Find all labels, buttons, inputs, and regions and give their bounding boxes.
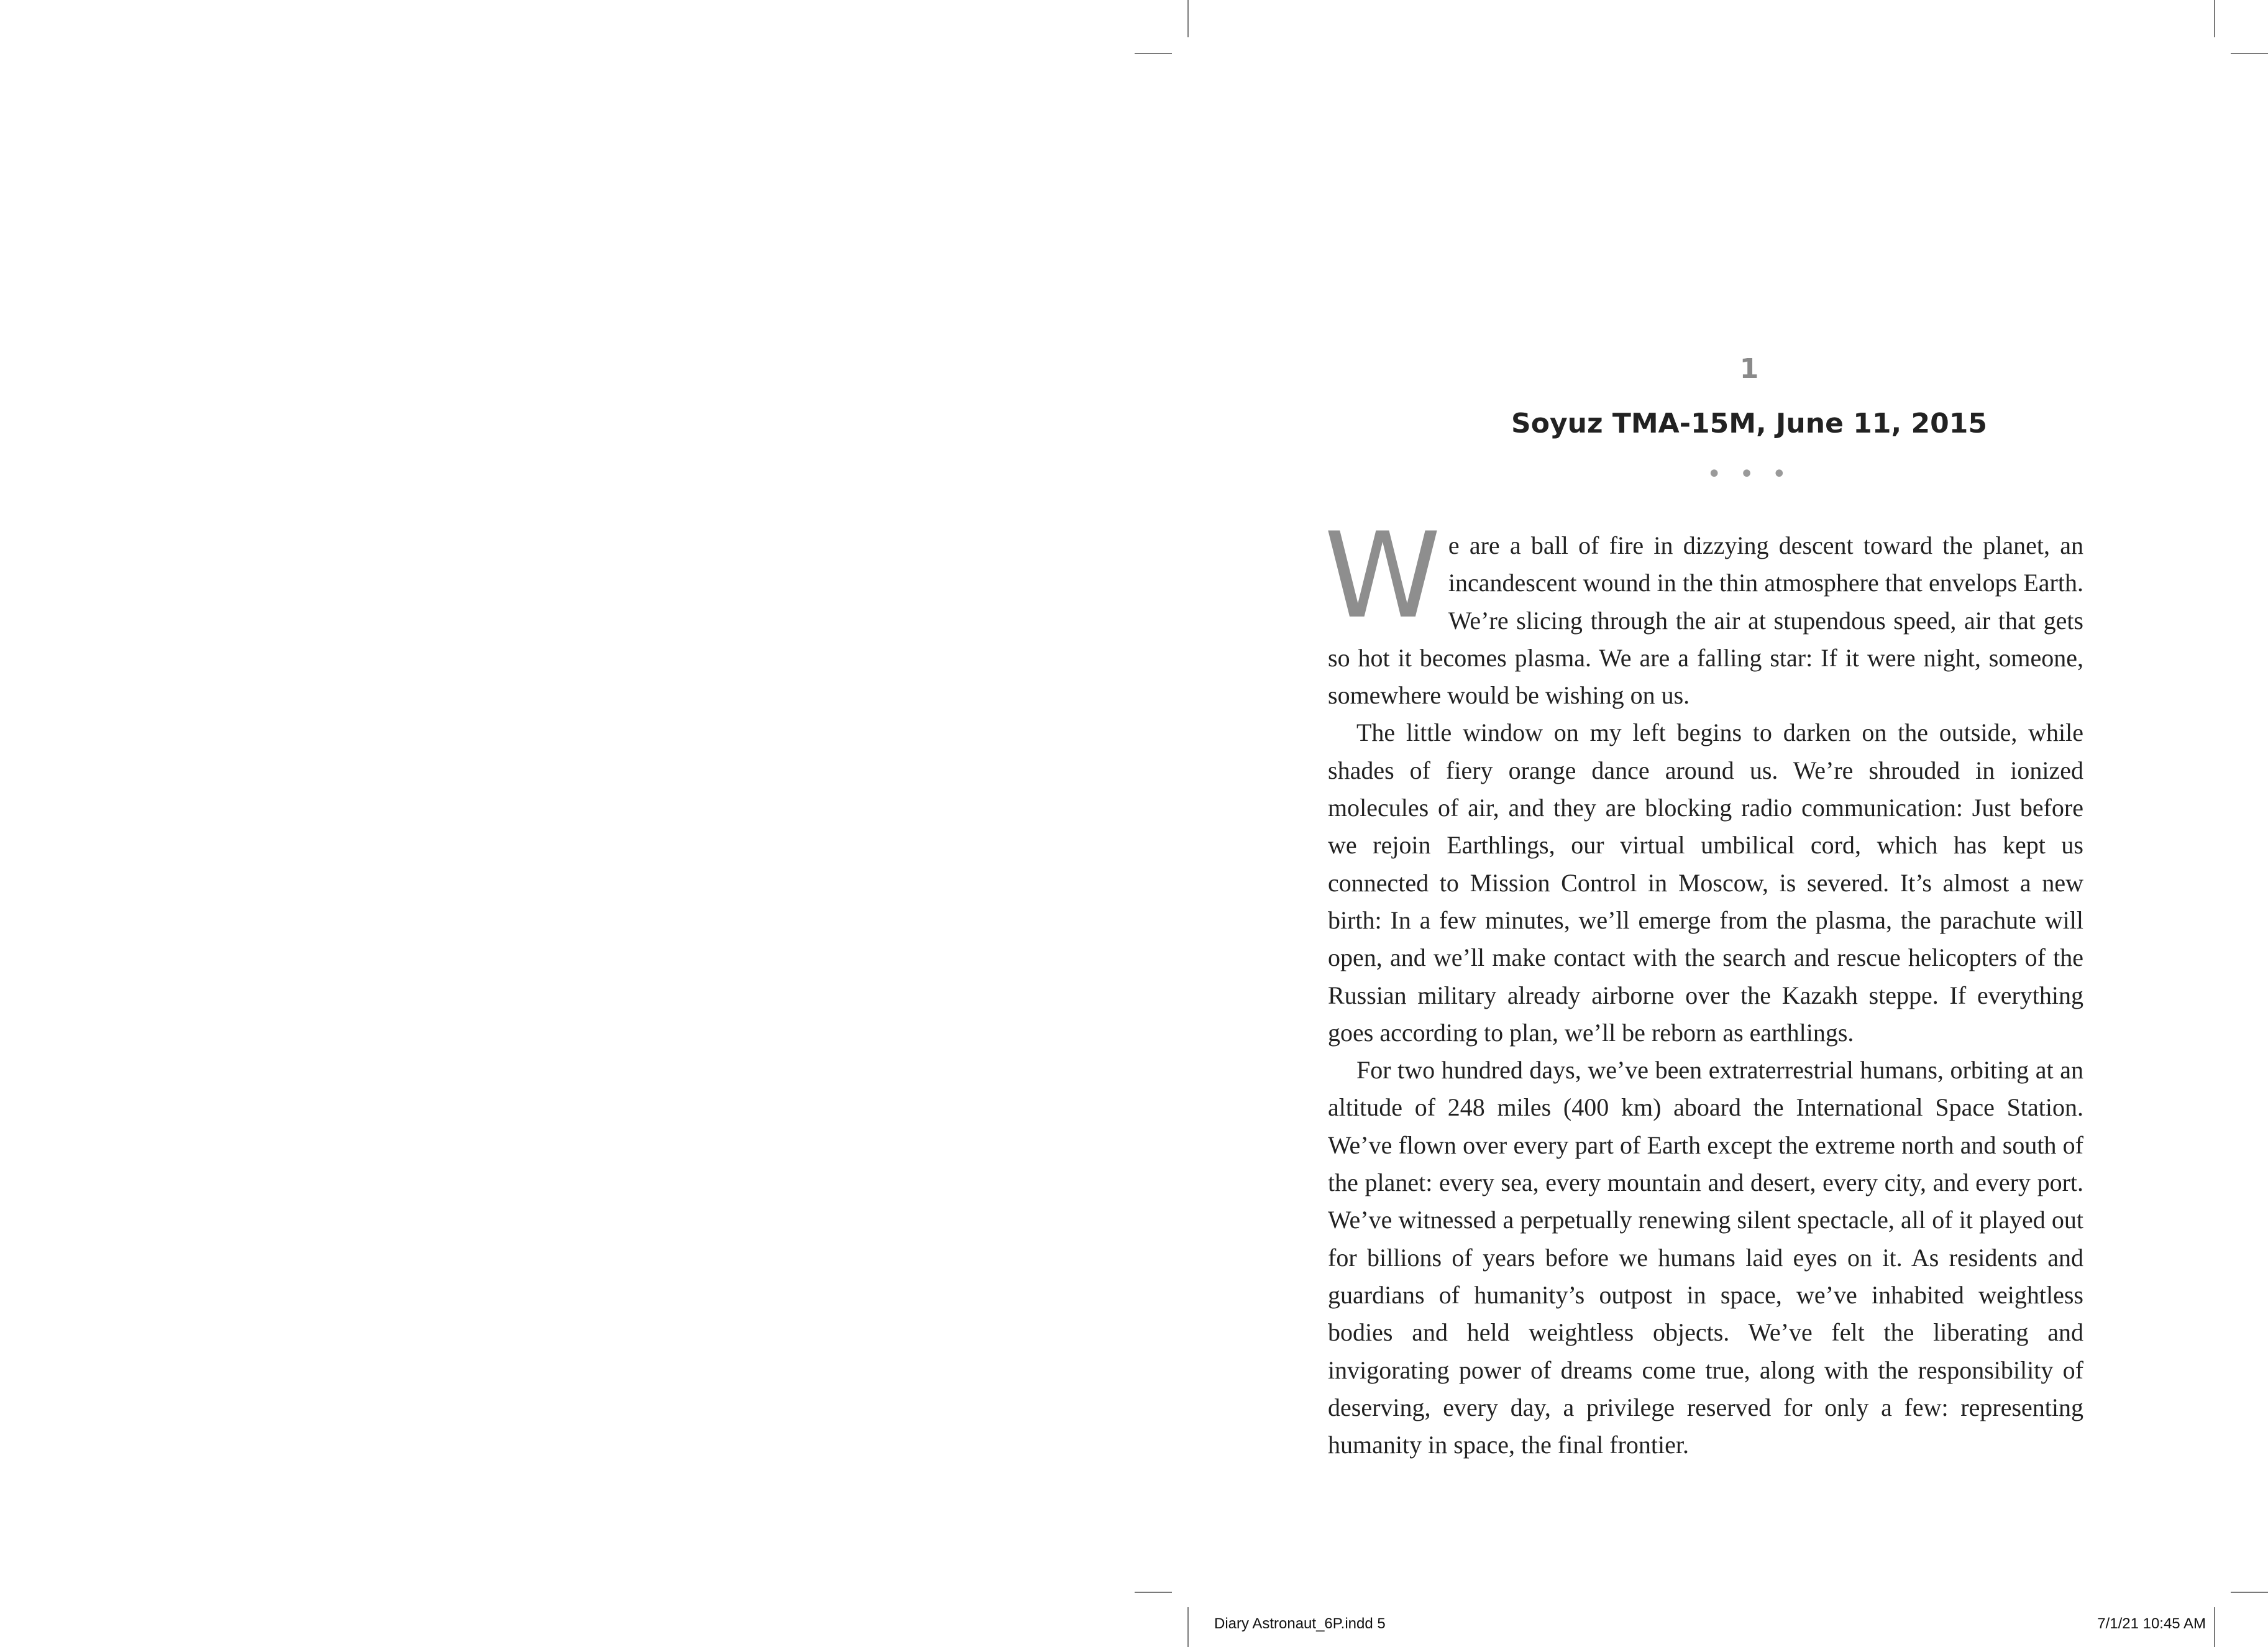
crop-mark-bottom-right-horizontal [2231, 1592, 2268, 1593]
drop-cap: W [1324, 507, 1441, 645]
slug-datetime: 7/1/21 10:45 AM [2097, 1615, 2206, 1632]
paragraph-3: For two hundred days, we’ve been extraterrestrial humans, orbiting at an altitude of 248 miles (400 km) aboard the International Space Station. We’ve flown over every part of Earth except the extreme north and south of the planet: every sea, every mountain and desert, every city, and every port. We’ve witnessed a perpetually renewing silent spectacle, all of it played out for billions of years before we humans laid eyes on it. As residents and guardians of humanity’s outpost in space, we’ve inhabited weightless bodies and held weightless objects. We’ve felt the liberating and invigorating power of dreams come true, along with the responsibility of deserving, every day, a privilege reserved for only a few: representing humanity in space, the final frontier. [1328, 1056, 2083, 1459]
slug-filename: Diary Astronaut_6P.indd 5 [1214, 1615, 1386, 1632]
paragraph-1 [1324, 507, 2083, 714]
crop-mark-top-center-horizontal [1135, 53, 1172, 54]
paragraph-2: The little window on my left begins to darken on the outside, while shades of fiery orange dance around us. We’re shrouded in ionized molecules of air, and they are blocking radio communication: Just before we rejoin Earthlings, our virtual umbilical cord, which has kept us connected to Mission Control in Moscow, is severed. It’s almost a new birth: In a few minutes, we’ll emerge from the plasma, the parachute will open, and we’ll make contact with the search and rescue helicopters of the Russian military already airborne over the Kazakh steppe. If everything goes according to plan, we’ll be reborn as earthlings. [1328, 718, 2083, 1047]
crop-mark-top-right [2214, 0, 2215, 37]
paragraph-1-text: e are a ball of fire in dizzying descent toward the planet, an incandescent wound in the thin atmosphere that envelops Earth. We’re slicing through the air at stupendous speed, air that gets so hot it becomes plasma. We are a falling star: If it were night, someone, somewhere would be wishing on us. [1328, 531, 2083, 710]
chapter-number: 1 [1739, 353, 1759, 385]
chapter-body [1324, 507, 2083, 1464]
crop-mark-bottom-center-horizontal [1135, 1592, 1172, 1593]
crop-mark-top-center [1187, 0, 1189, 37]
crop-mark-top-right-horizontal [2231, 53, 2268, 54]
section-ornament: • • • [1706, 460, 1792, 489]
crop-mark-bottom-right [2214, 1607, 2215, 1647]
chapter-title: Soyuz TMA-15M, June 11, 2015 [1511, 408, 1987, 439]
crop-mark-bottom-center [1187, 1607, 1189, 1647]
